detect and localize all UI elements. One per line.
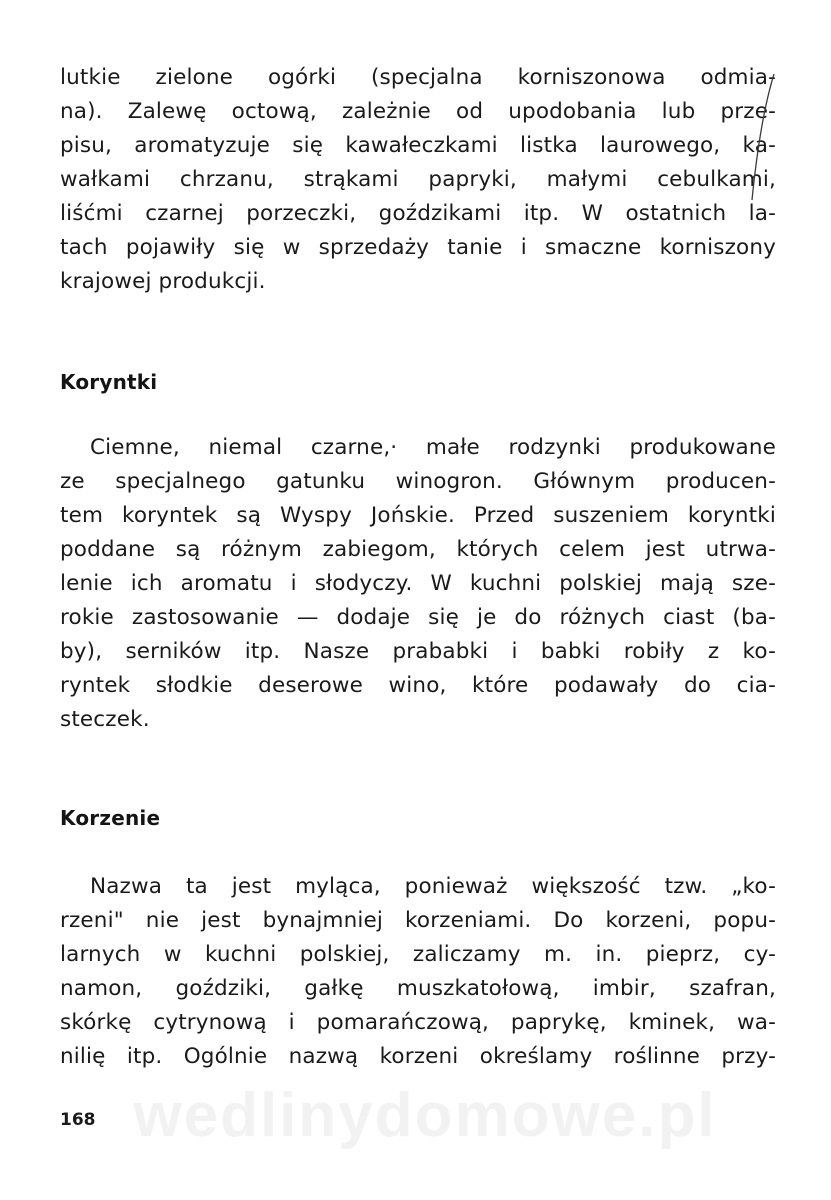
section-heading-korzenie: Korzenie	[60, 806, 161, 830]
section-body-koryntki	[60, 431, 776, 737]
text-line: Nazwa ta jest myląca, ponieważ większość tzw. „ko-	[90, 874, 776, 899]
text-line: lutkie zielone ogórki (specjalna korniszonowa odmia-	[60, 65, 776, 90]
text-line: by), serników itp. Nasze prababki i babki robiły z ko-	[60, 639, 776, 664]
text-line: rzeni" nie jest bynajmniej korzeniami. Do korzeni, popu-	[60, 908, 776, 933]
text-line: ryntek słodkie deserowe wino, które podawały do cia-	[60, 673, 776, 698]
text-line: steczek.	[60, 707, 150, 732]
text-line: larnych w kuchni polskiej, zaliczamy m. in. pieprz, cy-	[60, 942, 776, 967]
text-line: nilię itp. Ogólnie nazwą korzeni określamy roślinne przy-	[60, 1044, 776, 1069]
text-line: rokie zastosowanie — dodaje się je do różnych ciast (ba-	[60, 605, 776, 630]
section-body-korzenie	[60, 870, 776, 1074]
text-line: lenie ich aromatu i słodyczy. W kuchni polskiej mają sze-	[60, 571, 776, 596]
text-line: Ciemne, niemal czarne,· małe rodzynki produkowane	[90, 435, 776, 460]
text-line: namon, goździki, gałkę muszkatołową, imbir, szafran,	[60, 976, 776, 1001]
section-heading-koryntki: Koryntki	[60, 370, 158, 394]
text-line: liśćmi czarnej porzeczki, goździkami itp. W ostatnich la-	[60, 201, 776, 226]
text-line: na). Zalewę octową, zależnie od upodobania lub prze-	[60, 99, 776, 124]
text-line: skórkę cytrynową i pomarańczową, paprykę, kminek, wa-	[60, 1010, 776, 1035]
intro-paragraph	[60, 61, 776, 299]
text-line: krajowej produkcji.	[60, 269, 266, 294]
scan-mark	[722, 70, 782, 210]
text-line: wałkami chrzanu, strąkami papryki, małymi cebulkami,	[60, 167, 776, 192]
watermark: wedlinydomowe.pl	[133, 1081, 717, 1150]
text-line: tach pojawiły się w sprzedaży tanie i smaczne korniszony	[60, 235, 776, 260]
page-number: 168	[60, 1110, 96, 1130]
text-line: ze specjalnego gatunku winogron. Głównym producen-	[60, 469, 776, 494]
text-line: poddane są różnym zabiegom, których celem jest utrwa-	[60, 537, 776, 562]
text-line: pisu, aromatyzuje się kawałeczkami listka laurowego, ka-	[60, 133, 776, 158]
text-line: tem koryntek są Wyspy Jońskie. Przed suszeniem koryntki	[60, 503, 776, 528]
